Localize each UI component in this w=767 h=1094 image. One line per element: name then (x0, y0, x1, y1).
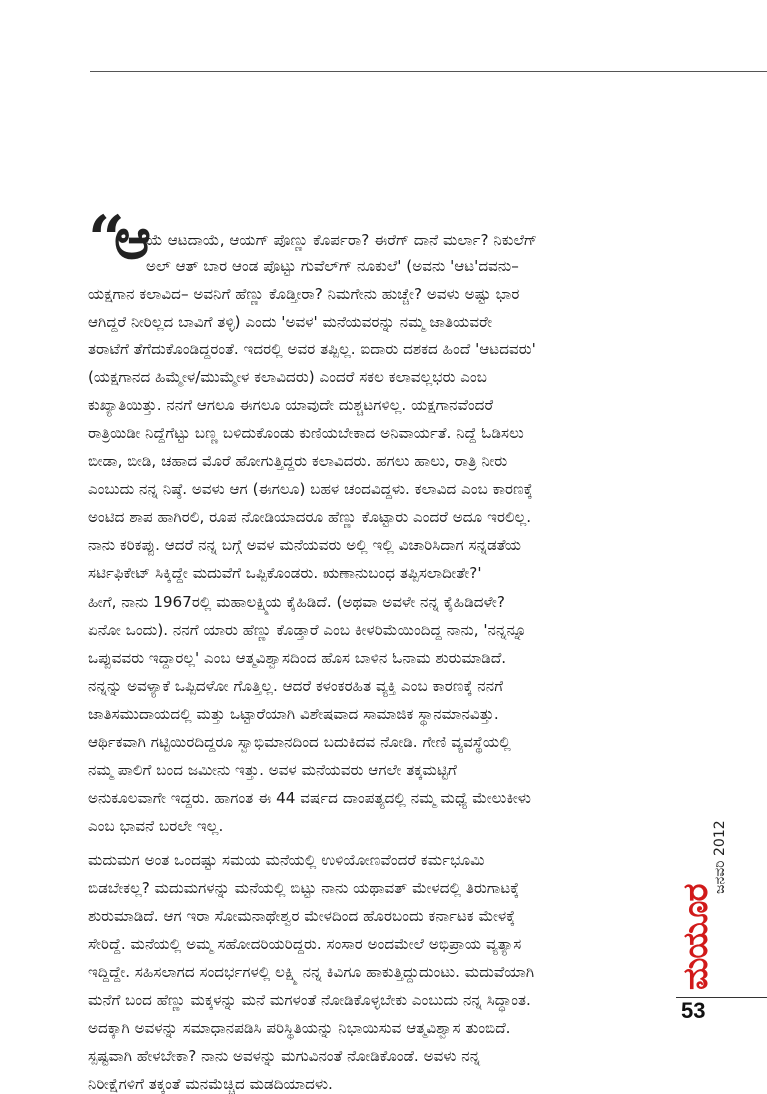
article-line: ಏನೋ ಒಂದು). ನನಗೆ ಯಾರು ಹೆಣ್ಣು ಕೊಡ್ತಾರೆ ಎಂಬ ಕೀಳರಿಮೆಯಿಂದಿದ್ದ ನಾನು, 'ನನ್ನನ್ನೂ (88, 621, 527, 639)
article-line: ಹೀಗೆ, ನಾನು 1967ರಲ್ಲಿ ಮಹಾಲಕ್ಷ್ಮಿಯ ಕೈಹಿಡಿದೆ. (ಅಥವಾ ಅವಳೇ ನನ್ನ ಕೈಹಿಡಿದಳೇ? (88, 593, 505, 611)
article-line: ಅನುಕೂಲವಾಗೇ ಇದ್ದರು. ಹಾಗಂತ ಈ 44 ವರ್ಷದ ದಾಂಪತ್ಯದಲ್ಲಿ ನಮ್ಮ ಮಧ್ಯೆ ಮೇಲುಕೀಳು (88, 789, 531, 807)
article-line: ರಾತ್ರಿಯಿಡೀ ನಿದ್ದೆಗೆಟ್ಟು ಬಣ್ಣ ಬಳಿದುಕೊಂಡು ಕುಣಿಯಬೇಕಾದ ಅನಿವಾರ್ಯತೆ. ನಿದ್ದೆ ಓಡಿಸಲು (88, 424, 524, 442)
article-line: ತರಾಟೆಗೆ ತೆಗೆದುಕೊಂಡಿದ್ದರಂತೆ. ಇದರಲ್ಲಿ ಅವರ ತಪ್ಪಿಲ್ಲ. ಐದಾರು ದಶಕದ ಹಿಂದೆ 'ಆಟದವರು' (88, 340, 536, 358)
article-line: (ಯಕ್ಷಗಾನದ ಹಿಮ್ಮೇಳ/ಮುಮ್ಮೇಳ ಕಲಾವಿದರು) ಎಂದರೆ ಸಕಲ ಕಲಾವಲ್ಲಭರು ಎಂಬ (88, 368, 488, 386)
article-line: ಸರ್ಟಿಫಿಕೇಟ್ ಸಿಕ್ಕಿದ್ದೇ ಮದುವೆಗೆ ಒಪ್ಪಿಕೊಂಡರು. ಋಣಾನುಬಂಧ ತಪ್ಪಿಸಲಾದೀತೇ?' (88, 564, 482, 582)
article-line: ನಮ್ಮ ಪಾಲಿಗೆ ಬಂದ ಜಮೀನು ಇತ್ತು. ಅವಳ ಮನೆಯವರು ಆಗಲೇ ತಕ್ಕಮಟ್ಟಿಗೆ (88, 761, 457, 779)
page-number: 53 (681, 998, 706, 1023)
article-line: ಒಪ್ಪುವವರು ಇದ್ದಾರಲ್ಲ' ಎಂಬ ಆತ್ಮವಿಶ್ವಾಸದಿಂದ ಹೊಸ ಬಾಳಿನ ಓನಾಮ ಶುರುಮಾಡಿದೆ. (88, 649, 507, 667)
article-line: ಜಾತಿಸಮುದಾಯದಲ್ಲಿ ಮತ್ತು ಒಟ್ಟಾರೆಯಾಗಿ ವಿಶೇಷವಾದ ಸಾಮಾಜಿಕ ಸ್ಥಾನಮಾನವಿತ್ತು. (88, 705, 499, 723)
article-line: ಸೇರಿದ್ದೆ. ಮನೆಯಲ್ಲಿ ಅಮ್ಮ ಸಹೋದರಿಯರಿದ್ದರು. ಸಂಸಾರ ಅಂದಮೇಲೆ ಅಭಿಪ್ರಾಯ ವ್ಯತ್ಯಾಸ (88, 935, 522, 953)
article-line: ನನ್ನನ್ನು ಅವಳ್ಯಾಕೆ ಒಪ್ಪಿದಳೋ ಗೊತ್ತಿಲ್ಲ. ಆದರೆ ಕಳಂಕರಹಿತ ವ್ಯಕ್ತಿ ಎಂಬ ಕಾರಣಕ್ಕೆ ನನಗೆ (88, 677, 504, 695)
article-line: ಅಲ್ ಆತ್ ಬಾರ ಆಂಡ ಪೊಟ್ಟು ಗುವೆಲ್‌ಗ್ ನೂಕುಲೆ' (ಅವನು 'ಆಟ'ದವನು– (146, 257, 519, 275)
article-line: ಬೀಡಾ, ಬೀಡಿ, ಚಹಾದ ಮೊರೆ ಹೋಗುತ್ತಿದ್ದರು ಕಲಾವಿದರು. ಹಗಲು ಹಾಲು, ರಾತ್ರಿ ನೀರು (88, 452, 508, 470)
dropcap-letter: ಆ (114, 207, 151, 272)
article-line: ಕುಖ್ಯಾತಿಯಿತ್ತು. ನನಗೆ ಆಗಲೂ ಈಗಲೂ ಯಾವುದೇ ದುಶ್ಚಟಗಳಿಲ್ಲ. ಯಕ್ಷಗಾನವೆಂದರೆ (88, 396, 494, 414)
issue-date: ಜನವರಿ 2012 (712, 820, 728, 894)
magazine-side-label (676, 820, 736, 990)
article-line: ನಾನು ಕರಿಕಪ್ಪು. ಆದರೆ ನನ್ನ ಬಗ್ಗೆ ಅವಳ ಮನೆಯವರು ಅಲ್ಲಿ ಇಲ್ಲಿ ವಿಚಾರಿಸಿದಾಗ ಸನ್ನಡತೆಯ (88, 536, 522, 554)
article-line: ಬಿಡಬೇಕಲ್ಲ? ಮದುಮಗಳನ್ನು ಮನೆಯಲ್ಲಿ ಬಿಟ್ಟು ನಾನು ಯಥಾವತ್ ಮೇಳದಲ್ಲಿ ತಿರುಗಾಟಕ್ಕೆ (88, 879, 520, 897)
dropcap-quote: “ (88, 202, 125, 277)
top-rule (90, 71, 767, 72)
article-line: ಯೆ ಆಟದಾಯೆ, ಆಯಗ್ ಪೊಣ್ಣು ಕೊರ್ಪರಾ? ಈರೆಗ್ ದಾನೆ ಮರ್ಲಾ? ನಿಕುಲೆಗ್ (146, 231, 538, 249)
article-line: ನಿರೀಕ್ಷೆಗಳಿಗೆ ತಕ್ಕಂತೆ ಮನಮೆಚ್ಚಿದ ಮಡದಿಯಾದಳು. (88, 1075, 333, 1093)
magazine-masthead: ಮಯೂರ (676, 884, 716, 990)
article-line: ಎಂಬುದು ನನ್ನ ನಿಷ್ಠೆ. ಅವಳು ಆಗ (ಈಗಲೂ) ಬಹಳ ಚಂದವಿದ್ದಳು. ಕಲಾವಿದ ಎಂಬ ಕಾರಣಕ್ಕೆ (88, 480, 533, 498)
article-line: ಎಂಬ ಭಾವನೆ ಬರಲೇ ಇಲ್ಲ. (88, 817, 224, 835)
article-line: ಮನೆಗೆ ಬಂದ ಹೆಣ್ಣು ಮಕ್ಕಳನ್ನು ಮನೆ ಮಗಳಂತೆ ನೋಡಿಕೊಳ್ಳಬೇಕು ಎಂಬುದು ನನ್ನ ಸಿದ್ಧಾಂತ. (88, 991, 531, 1009)
article-line: ಇದ್ದಿದ್ದೇ. ಸಹಿಸಲಾಗದ ಸಂದರ್ಭಗಳಲ್ಲಿ ಲಕ್ಷ್ಮಿ ನನ್ನ ಕಿವಿಗೂ ಹಾಕುತ್ತಿದ್ದುದುಂಟು. ಮದುವೆಯಾಗಿ (88, 963, 535, 981)
article-line: ಆಗಿದ್ದರೆ ನೀರಿಲ್ಲದ ಬಾವಿಗೆ ತಳ್ಳಿ) ಎಂದು 'ಅವಳ' ಮನೆಯವರನ್ನು ನಮ್ಮ ಜಾತಿಯವರೇ (88, 313, 493, 331)
article-line: ಶುರುಮಾಡಿದೆ. ಆಗ ಇರಾ ಸೋಮನಾಥೇಶ್ವರ ಮೇಳದಿಂದ ಹೊರಬಂದು ಕರ್ನಾಟಕ ಮೇಳಕ್ಕೆ (88, 907, 516, 925)
article-line: ಅದಕ್ಕಾಗಿ ಅವಳನ್ನು ಸಮಾಧಾನಪಡಿಸಿ ಪರಿಸ್ಥಿತಿಯನ್ನು ನಿಭಾಯಿಸುವ ಆತ್ಮವಿಶ್ವಾಸ ತುಂಬಿದೆ. (88, 1019, 511, 1037)
article-line: ಸ್ಪಷ್ಟವಾಗಿ ಹೇಳಬೇಕಾ? ನಾನು ಅವಳನ್ನು ಮಗುವಿನಂತೆ ನೋಡಿಕೊಂಡೆ. ಅವಳು ನನ್ನ (88, 1047, 481, 1065)
article-line: ಅಂಟಿದ ಶಾಪ ಹಾಗಿರಲಿ, ರೂಪ ನೋಡಿಯಾದರೂ ಹೆಣ್ಣು ಕೊಟ್ಟಾರು ಎಂದರೆ ಅದೂ ಇರಲಿಲ್ಲ. (88, 508, 532, 526)
article-line: ಯಕ್ಷಗಾನ ಕಲಾವಿದ– ಅವನಿಗೆ ಹೆಣ್ಣು ಕೊಡ್ತೀರಾ? ನಿಮಗೇನು ಹುಚ್ಚೇ? ಅವಳು ಅಷ್ಟು ಭಾರ (88, 285, 520, 303)
article-line: ಆರ್ಥಿಕವಾಗಿ ಗಟ್ಟಿಯಿರದಿದ್ದರೂ ಸ್ವಾಭಿಮಾನದಿಂದ ಬದುಕಿದವ ನೋಡಿ. ಗೇಣಿ ವ್ಯವಸ್ಥೆಯಲ್ಲಿ (88, 733, 511, 751)
article-line: ಮದುಮಗ ಅಂತ ಒಂದಷ್ಟು ಸಮಯ ಮನೆಯಲ್ಲಿ ಉಳಿಯೋಣವೆಂದರೆ ಕರ್ಮಭೂಮಿ (88, 851, 485, 869)
